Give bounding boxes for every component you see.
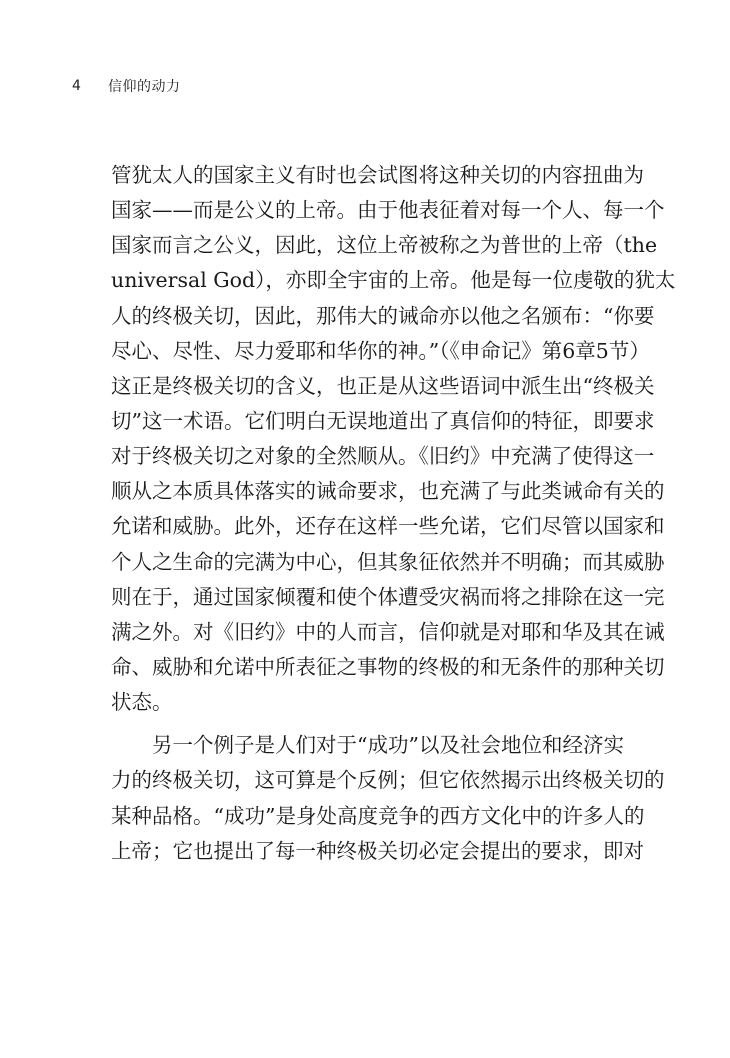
paragraph-2 — [111, 728, 665, 869]
text-line: 对于终极关切之对象的全然顺从。《旧约》中充满了使得这一 — [111, 444, 655, 469]
text-line: 满之外。对《旧约》中的人而言，信仰就是对耶和华及其在诫 — [111, 619, 665, 644]
text-line: 人的终极关切，因此，那伟大的诫命亦以他之名颁布：“你要 — [111, 303, 655, 328]
text-line: 允诺和威胁。此外，还存在这样一些允诺，它们尽管以国家和 — [111, 514, 665, 539]
text-line: 力的终极关切，这可算是个反例；但它依然揭示出终极关切的 — [111, 768, 665, 793]
running-header — [72, 76, 181, 96]
paragraph-1 — [111, 158, 676, 720]
text-line: 上帝；它也提出了每一种终极关切必定会提出的要求，即对 — [111, 838, 644, 863]
text-line: 国家——而是公义的上帝。由于他表征着对每一个人、每一个 — [111, 198, 665, 223]
text-line: 国家而言之公义，因此，这位上帝被称之为普世的上帝（the — [111, 233, 658, 258]
text-line: 某种品格。“成功”是身处高度竞争的西方文化中的许多人的 — [111, 803, 645, 828]
text-line: 管犹太人的国家主义有时也会试图将这种关切的内容扭曲为 — [111, 163, 644, 187]
text-line: 命、威胁和允诺中所表征之事物的终极的和无条件的那种关切 — [111, 654, 665, 679]
page-number: 4 — [72, 78, 81, 94]
text-line: 切”这一术语。它们明白无误地道出了真信仰的特征，即要求 — [111, 408, 655, 433]
text-line: universal God），亦即全宇宙的上帝。他是每一位虔敬的犹太 — [111, 268, 676, 293]
text-line: 顺从之本质具体落实的诫命要求，也充满了与此类诫命有关的 — [111, 479, 665, 504]
text-line: 另一个例子是人们对于“成功”以及社会地位和经济实 — [152, 733, 624, 758]
text-line: 尽心、尽性、尽力爱耶和华你的神。”（《申命记》第6章5节） — [111, 338, 650, 363]
paragraph-gap — [111, 720, 601, 728]
body-text — [111, 158, 676, 869]
text-line: 状态。 — [111, 690, 173, 715]
chapter-title: 信仰的动力 — [108, 79, 181, 95]
text-line: 这正是终极关切的含义，也正是从这些语词中派生出“终极关 — [111, 373, 655, 398]
text-line: 则在于，通过国家倾覆和使个体遭受灾祸而将之排除在这一完 — [111, 584, 665, 609]
text-line: 个人之生命的完满为中心，但其象征依然并不明确；而其威胁 — [111, 549, 665, 574]
